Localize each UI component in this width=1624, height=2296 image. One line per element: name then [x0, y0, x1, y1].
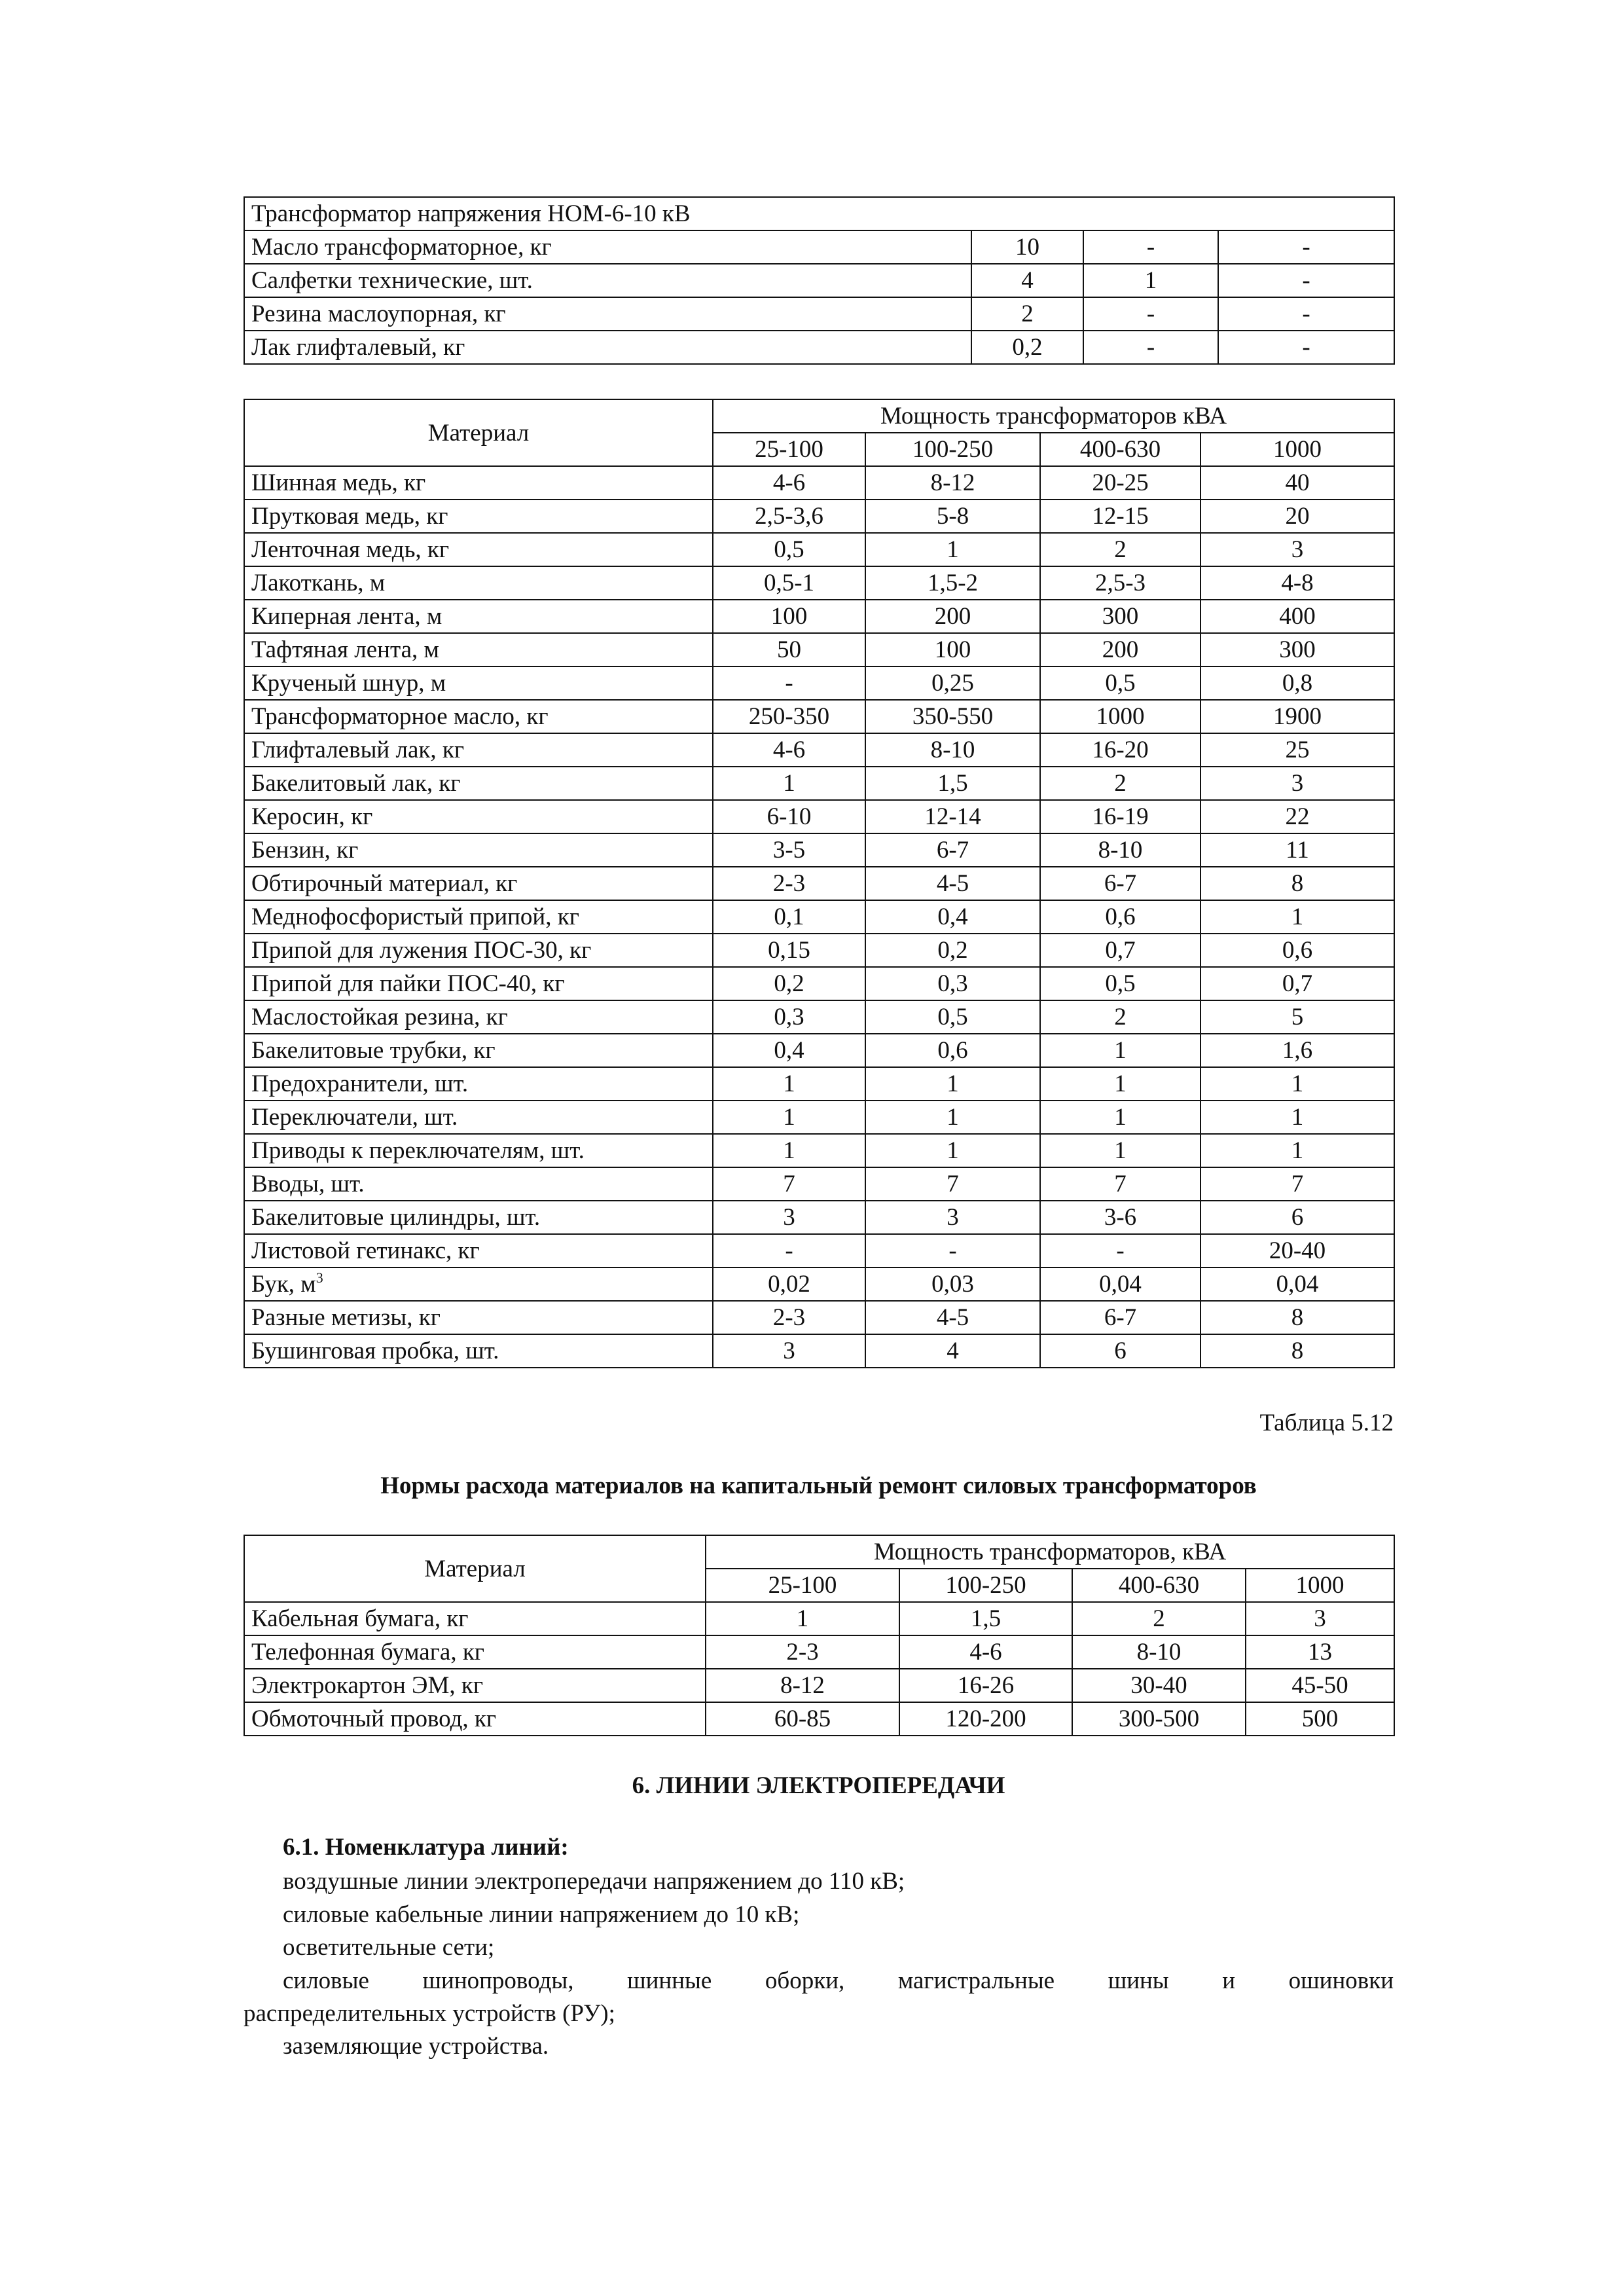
value-cell: 1 — [865, 533, 1040, 566]
header-power: Мощность трансформаторов, кВА — [706, 1535, 1394, 1569]
material-name-cell: Шинная медь, кг — [244, 466, 713, 500]
value-cell: 8 — [1200, 1301, 1394, 1334]
material-name-cell: Масло трансформаторное, кг — [244, 230, 971, 264]
table-row — [244, 1267, 1394, 1301]
header-col: 100-250 — [865, 433, 1040, 466]
value-cell: 12-14 — [865, 800, 1040, 833]
value-cell: 5-8 — [865, 500, 1040, 533]
value-cell: 300 — [1040, 600, 1200, 633]
main-table-block — [244, 399, 1394, 1368]
subsection-title: 6.1. Номенклатура линий: — [283, 1834, 569, 1861]
material-name-cell: Трансформаторное масло, кг — [244, 700, 713, 733]
material-name-cell: Припой для пайки ПОС-40, кг — [244, 967, 713, 1000]
table-row — [244, 1669, 1394, 1702]
material-name-cell: Меднофосфористый припой, кг — [244, 900, 713, 934]
value-cell: 100 — [865, 633, 1040, 666]
table-row — [244, 1201, 1394, 1234]
value-cell: 50 — [713, 633, 865, 666]
list-item: заземляющие устройства. — [283, 2033, 549, 2060]
value-cell: 6-7 — [1040, 1301, 1200, 1334]
value-cell: 3-5 — [713, 833, 865, 867]
value-cell: 1 — [713, 1067, 865, 1101]
value-cell: 2 — [1072, 1602, 1246, 1635]
table-row — [244, 1101, 1394, 1134]
value-cell: 3-6 — [1040, 1201, 1200, 1234]
material-name-cell: Резина маслоупорная, кг — [244, 297, 971, 331]
value-cell: 1 — [713, 1134, 865, 1167]
value-cell: 200 — [1040, 633, 1200, 666]
material-name-cell: Припой для лужения ПОС-30, кг — [244, 934, 713, 967]
value-cell: 0,6 — [1040, 900, 1200, 934]
material-name-cell: Разные метизы, кг — [244, 1301, 713, 1334]
value-cell: 0,3 — [865, 967, 1040, 1000]
header-power: Мощность трансформаторов кВА — [713, 399, 1394, 433]
material-name-cell: Бензин, кг — [244, 833, 713, 867]
value-cell: 1,5 — [865, 767, 1040, 800]
value-cell: 7 — [713, 1167, 865, 1201]
value-cell: 13 — [1246, 1635, 1394, 1669]
value-cell: 2-3 — [713, 867, 865, 900]
value-cell: - — [1040, 1234, 1200, 1267]
value-cell: 3 — [865, 1201, 1040, 1234]
table-row — [244, 1301, 1394, 1334]
table-heading: Нормы расхода материалов на капитальный ремонт силовых трансформаторов — [380, 1472, 1257, 1499]
table-row — [244, 533, 1394, 566]
value-cell: 0,04 — [1200, 1267, 1394, 1301]
value-cell: 120-200 — [899, 1702, 1072, 1736]
material-name-cell: Ленточная медь, кг — [244, 533, 713, 566]
value-cell: 1 — [1040, 1067, 1200, 1101]
value-cell: 20-40 — [1200, 1234, 1394, 1267]
table-row — [244, 1167, 1394, 1201]
material-name-cell: Бакелитовый лак, кг — [244, 767, 713, 800]
header-col: 400-630 — [1040, 433, 1200, 466]
header-col: 25-100 — [713, 433, 865, 466]
value-cell: 1 — [1040, 1101, 1200, 1134]
value-cell: 4-6 — [713, 733, 865, 767]
value-cell: 20-25 — [1040, 466, 1200, 500]
value-cell: 1 — [1040, 1034, 1200, 1067]
header-col: 1000 — [1200, 433, 1394, 466]
value-cell: 1,6 — [1200, 1034, 1394, 1067]
material-name-cell: Предохранители, шт. — [244, 1067, 713, 1101]
material-name-cell: Бакелитовые трубки, кг — [244, 1034, 713, 1067]
table-row — [244, 900, 1394, 934]
value-cell: 0,5 — [713, 533, 865, 566]
table-row — [244, 1602, 1394, 1635]
value-cell: 3 — [1246, 1602, 1394, 1635]
value-cell: 1 — [1200, 1101, 1394, 1134]
value-cell: 4-6 — [899, 1635, 1072, 1669]
value-cell: - — [1083, 230, 1218, 264]
material-name-cell: Лак глифталевый, кг — [244, 331, 971, 364]
material-name-cell: Маслостойкая резина, кг — [244, 1000, 713, 1034]
value-cell: 6 — [1200, 1201, 1394, 1234]
value-cell: 1 — [865, 1134, 1040, 1167]
value-cell: 6 — [1040, 1334, 1200, 1368]
value-cell: 2 — [1040, 533, 1200, 566]
table-row — [244, 1000, 1394, 1034]
material-name-cell: Кабельная бумага, кг — [244, 1602, 706, 1635]
table-row — [244, 466, 1394, 500]
value-cell: 22 — [1200, 800, 1394, 833]
list-item: силовые шинопроводы, шинные оборки, магистральные шины и ошиновки — [283, 1967, 1394, 1994]
value-cell: - — [713, 666, 865, 700]
material-name-cell: Обмоточный провод, кг — [244, 1702, 706, 1736]
value-cell: 2 — [1040, 1000, 1200, 1034]
value-cell: 16-20 — [1040, 733, 1200, 767]
table-row — [244, 633, 1394, 666]
value-cell: 8 — [1200, 867, 1394, 900]
header-material: Материал — [244, 1535, 706, 1602]
material-name-cell: Вводы, шт. — [244, 1167, 713, 1201]
value-cell: 300-500 — [1072, 1702, 1246, 1736]
header-col: 100-250 — [899, 1569, 1072, 1602]
value-cell: 300 — [1200, 633, 1394, 666]
table-row — [244, 867, 1394, 900]
value-cell: - — [713, 1234, 865, 1267]
top-table-block — [244, 196, 1394, 365]
material-name-cell: Крученый шнур, м — [244, 666, 713, 700]
header-col: 400-630 — [1072, 1569, 1246, 1602]
unit-superscript: 3 — [316, 1269, 323, 1286]
value-cell: 16-26 — [899, 1669, 1072, 1702]
value-cell: 1 — [865, 1067, 1040, 1101]
value-cell: 7 — [1040, 1167, 1200, 1201]
value-cell: 500 — [1246, 1702, 1394, 1736]
value-cell: 250-350 — [713, 700, 865, 733]
value-cell: 1 — [865, 1101, 1040, 1134]
value-cell: 0,7 — [1200, 967, 1394, 1000]
table-caption: Таблица 5.12 — [1259, 1410, 1394, 1436]
table-row — [244, 1034, 1394, 1067]
value-cell: 0,25 — [865, 666, 1040, 700]
value-cell: 0,1 — [713, 900, 865, 934]
value-cell: 3 — [713, 1201, 865, 1234]
value-cell: 16-19 — [1040, 800, 1200, 833]
table-row — [244, 934, 1394, 967]
material-name-cell: Листовой гетинакс, кг — [244, 1234, 713, 1267]
value-cell: 5 — [1200, 1000, 1394, 1034]
table-row — [244, 800, 1394, 833]
value-cell: 1 — [1200, 1134, 1394, 1167]
value-cell: 2,5-3,6 — [713, 500, 865, 533]
value-cell: 1900 — [1200, 700, 1394, 733]
table-row — [244, 700, 1394, 733]
value-cell: 0,3 — [713, 1000, 865, 1034]
value-cell: - — [1083, 331, 1218, 364]
table-row — [244, 1635, 1394, 1669]
material-name-cell: Телефонная бумага, кг — [244, 1635, 706, 1669]
material-name-cell: Лакоткань, м — [244, 566, 713, 600]
list-item: осветительные сети; — [283, 1934, 495, 1961]
header-col: 1000 — [1246, 1569, 1394, 1602]
table-row — [244, 1234, 1394, 1267]
material-name-cell: Тафтяная лента, м — [244, 633, 713, 666]
value-cell: 1 — [1040, 1134, 1200, 1167]
second-table — [244, 1535, 1395, 1736]
material-name-cell: Прутковая медь, кг — [244, 500, 713, 533]
top-table-title: Трансформатор напряжения НОМ-6-10 кВ — [244, 197, 1394, 230]
table-row — [244, 767, 1394, 800]
value-cell: 2 — [1040, 767, 1200, 800]
material-name-cell: Приводы к переключателям, шт. — [244, 1134, 713, 1167]
value-cell: 7 — [1200, 1167, 1394, 1201]
value-cell: 400 — [1200, 600, 1394, 633]
value-cell: 0,4 — [713, 1034, 865, 1067]
material-name-cell: Электрокартон ЭМ, кг — [244, 1669, 706, 1702]
material-name-cell: Керосин, кг — [244, 800, 713, 833]
value-cell: 7 — [865, 1167, 1040, 1201]
value-cell: 0,02 — [713, 1267, 865, 1301]
table-row — [244, 500, 1394, 533]
value-cell: 0,5 — [1040, 666, 1200, 700]
value-cell: 25 — [1200, 733, 1394, 767]
table-title-row — [244, 197, 1394, 230]
value-cell: 4 — [865, 1334, 1040, 1368]
value-cell: 10 — [971, 230, 1083, 264]
header-row — [244, 399, 1394, 433]
material-name-cell: Глифталевый лак, кг — [244, 733, 713, 767]
table-row — [244, 297, 1394, 331]
value-cell: - — [1218, 230, 1394, 264]
value-cell: 1 — [1083, 264, 1218, 297]
value-cell: 0,2 — [713, 967, 865, 1000]
table-row — [244, 1067, 1394, 1101]
value-cell: 6-7 — [865, 833, 1040, 867]
value-cell: 12-15 — [1040, 500, 1200, 533]
value-cell: 0,04 — [1040, 1267, 1200, 1301]
value-cell: - — [865, 1234, 1040, 1267]
value-cell: 6-7 — [1040, 867, 1200, 900]
table-row — [244, 566, 1394, 600]
value-cell: 2-3 — [706, 1635, 899, 1669]
section-title: 6. ЛИНИИ ЭЛЕКТРОПЕРЕДАЧИ — [632, 1772, 1005, 1799]
value-cell: 40 — [1200, 466, 1394, 500]
table-row — [244, 1334, 1394, 1368]
value-cell: 0,6 — [865, 1034, 1040, 1067]
value-cell: 8-10 — [1040, 833, 1200, 867]
value-cell: 1000 — [1040, 700, 1200, 733]
value-cell: 2,5-3 — [1040, 566, 1200, 600]
value-cell: 20 — [1200, 500, 1394, 533]
header-row — [244, 1535, 1394, 1569]
value-cell: 30-40 — [1072, 1669, 1246, 1702]
material-name-cell: Обтирочный материал, кг — [244, 867, 713, 900]
table-row — [244, 264, 1394, 297]
value-cell: 3 — [1200, 533, 1394, 566]
value-cell: 45-50 — [1246, 1669, 1394, 1702]
value-cell: 2-3 — [713, 1301, 865, 1334]
value-cell: 200 — [865, 600, 1040, 633]
main-table — [244, 399, 1395, 1368]
table-row — [244, 230, 1394, 264]
value-cell: 0,7 — [1040, 934, 1200, 967]
value-cell: 1,5-2 — [865, 566, 1040, 600]
value-cell: 4-8 — [1200, 566, 1394, 600]
list-item-continuation: распределительных устройств (РУ); — [244, 2000, 615, 2027]
value-cell: 0,2 — [865, 934, 1040, 967]
table-row — [244, 833, 1394, 867]
list-item: силовые кабельные линии напряжением до 10 кВ; — [283, 1901, 800, 1928]
table-row — [244, 967, 1394, 1000]
second-table-block — [244, 1535, 1394, 1736]
value-cell: 0,03 — [865, 1267, 1040, 1301]
material-name-cell: Бук, $м^3$ — [244, 1267, 713, 1301]
table-row — [244, 1134, 1394, 1167]
material-name-cell: Бакелитовые цилиндры, шт. — [244, 1201, 713, 1234]
material-name-cell: Киперная лента, м — [244, 600, 713, 633]
value-cell: 0,5 — [1040, 967, 1200, 1000]
table-row — [244, 331, 1394, 364]
table-row — [244, 1702, 1394, 1736]
value-cell: 4 — [971, 264, 1083, 297]
value-cell: 8-12 — [706, 1669, 899, 1702]
value-cell: 60-85 — [706, 1702, 899, 1736]
table-row — [244, 733, 1394, 767]
value-cell: 0,8 — [1200, 666, 1394, 700]
value-cell: 1,5 — [899, 1602, 1072, 1635]
value-cell: 3 — [713, 1334, 865, 1368]
value-cell: 2 — [971, 297, 1083, 331]
table-row — [244, 600, 1394, 633]
list-item: воздушные линии электропередачи напряжением до 110 кВ; — [283, 1868, 905, 1895]
value-cell: 1 — [1200, 900, 1394, 934]
material-name-cell: Салфетки технические, шт. — [244, 264, 971, 297]
value-cell: 0,2 — [971, 331, 1083, 364]
value-cell: 100 — [713, 600, 865, 633]
value-cell: 0,6 — [1200, 934, 1394, 967]
header-material: Материал — [244, 399, 713, 466]
value-cell: 1 — [713, 1101, 865, 1134]
value-cell: - — [1218, 297, 1394, 331]
value-cell: - — [1083, 297, 1218, 331]
material-name-cell: Переключатели, шт. — [244, 1101, 713, 1134]
value-cell: 4-5 — [865, 867, 1040, 900]
value-cell: 8-10 — [865, 733, 1040, 767]
value-cell: 1 — [1200, 1067, 1394, 1101]
value-cell: 11 — [1200, 833, 1394, 867]
value-cell: 6-10 — [713, 800, 865, 833]
value-cell: 0,4 — [865, 900, 1040, 934]
value-cell: 0,5 — [865, 1000, 1040, 1034]
value-cell: 0,15 — [713, 934, 865, 967]
value-cell: 8-10 — [1072, 1635, 1246, 1669]
table-row — [244, 666, 1394, 700]
value-cell: 8 — [1200, 1334, 1394, 1368]
value-cell: 350-550 — [865, 700, 1040, 733]
value-cell: 1 — [713, 767, 865, 800]
top-table — [244, 196, 1395, 365]
value-cell: 4-5 — [865, 1301, 1040, 1334]
value-cell: - — [1218, 264, 1394, 297]
value-cell: - — [1218, 331, 1394, 364]
value-cell: 1 — [706, 1602, 899, 1635]
value-cell: 8-12 — [865, 466, 1040, 500]
header-col: 25-100 — [706, 1569, 899, 1602]
value-cell: 0,5-1 — [713, 566, 865, 600]
material-name-cell: Бушинговая пробка, шт. — [244, 1334, 713, 1368]
value-cell: 3 — [1200, 767, 1394, 800]
value-cell: 4-6 — [713, 466, 865, 500]
